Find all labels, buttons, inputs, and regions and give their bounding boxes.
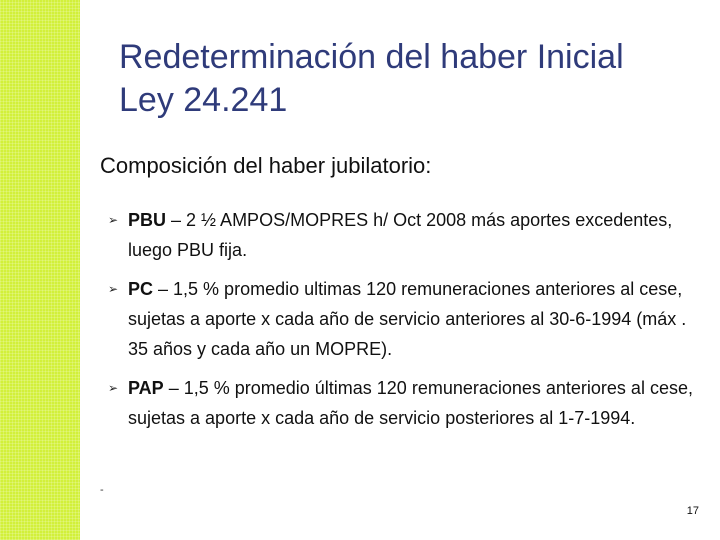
bullet-list bbox=[108, 205, 698, 442]
stray-mark: - bbox=[100, 484, 104, 496]
bullet-text: – 1,5 % promedio últimas 120 remuneraciones anteriores al cese, sujetas a aporte x cada año de servicio posteriores al 1-7-1994. bbox=[128, 378, 693, 428]
slide-subtitle: Composición del haber jubilatorio: bbox=[100, 153, 432, 178]
arrow-bullet-icon: ➢ bbox=[108, 282, 119, 296]
bullet-text: – 1,5 % promedio ultimas 120 remuneraciones anteriores al cese, sujetas a aporte x cada año de servicio anteriores al 30-6-1994 (máx . 35 años y cada año un MOPRE). bbox=[128, 279, 687, 359]
arrow-bullet-icon: ➢ bbox=[108, 213, 119, 227]
bullet-item-pap bbox=[108, 373, 698, 433]
bullet-term: PC bbox=[128, 279, 154, 299]
slide-title-line-1: Redeterminación del haber Inicial bbox=[119, 38, 624, 76]
bullet-item-pbu bbox=[108, 205, 698, 265]
page-number: 17 bbox=[686, 505, 699, 517]
decorative-side-bar bbox=[0, 0, 80, 540]
slide-title-line-2: Ley 24.241 bbox=[119, 81, 288, 119]
bullet-term: PAP bbox=[128, 378, 164, 398]
slide-title bbox=[119, 36, 699, 122]
arrow-bullet-icon: ➢ bbox=[108, 381, 119, 395]
bullet-text: – 2 ½ AMPOS/MOPRES h/ Oct 2008 más aportes excedentes, luego PBU fija. bbox=[128, 210, 673, 260]
bullet-term: PBU bbox=[128, 210, 167, 230]
bullet-item-pc bbox=[108, 274, 698, 364]
